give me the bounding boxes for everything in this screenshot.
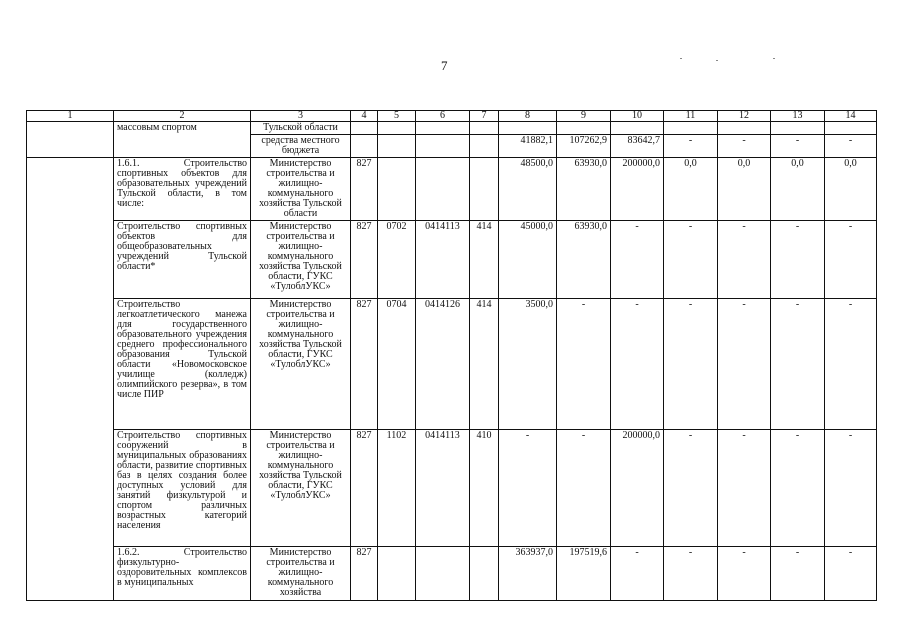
table-cell [27,122,114,158]
value-2016: - [664,430,718,547]
value-2013: 48500,0 [499,158,557,221]
value-2017: 0,0 [718,158,771,221]
header-row [27,111,877,122]
table-cell [825,122,877,135]
value-2017: - [718,135,771,158]
header-cell: 7 [470,111,499,122]
table-row [27,158,877,221]
budget-table [26,110,877,601]
measure-name: Строительство легкоатлетического манежа для государственного образовательного учреждения среднего профессионального образования Тульской области «Новомосковское училище (колледж) олимпийского резерва», в том числе ПИР [114,299,251,430]
value-2015: - [611,299,664,430]
header-cell: 6 [416,111,470,122]
value-2014: 63930,0 [557,158,611,221]
executor: Министерство строительства и жилищно-коммунального хозяйства Тульской области, ГУКС «ТулоблУКС» [251,299,351,430]
table-row [27,122,877,135]
value-2015: - [611,547,664,601]
value-2015: 200000,0 [611,158,664,221]
table-row [27,547,877,601]
table-cell [378,122,416,135]
value-2019: - [825,299,877,430]
executor: Тульской области [251,122,351,135]
grbs-code: 827 [351,547,378,601]
measure-name: массовым спортом [114,122,251,158]
value-2016: 0,0 [664,158,718,221]
grbs-code: 827 [351,430,378,547]
measure-name: 1.6.1. Строительство спортивных объектов для образовательных учреждений Тульской области, в том числе: [114,158,251,221]
value-2013: - [499,430,557,547]
value-2016: - [664,135,718,158]
header-cell: 1 [27,111,114,122]
grbs-code: 827 [351,299,378,430]
grbs-code: 827 [351,221,378,299]
value-2019: 0,0 [825,158,877,221]
table-cell [664,122,718,135]
table-cell [470,158,499,221]
header-cell: 9 [557,111,611,122]
scan-speck [773,58,775,59]
table-cell [416,135,470,158]
table-cell [378,135,416,158]
page-number: 7 [441,58,448,73]
value-2018: - [771,430,825,547]
table-cell [470,122,499,135]
value-2015: 83642,7 [611,135,664,158]
grbs-code: 827 [351,158,378,221]
header-cell: 11 [664,111,718,122]
target-code: 0414113 [416,221,470,299]
value-2014: 197519,6 [557,547,611,601]
value-2014: 63930,0 [557,221,611,299]
table-row [27,430,877,547]
value-2019: - [825,547,877,601]
table-cell [351,122,378,135]
value-2018: - [771,135,825,158]
table-cell [557,122,611,135]
header-cell: 3 [251,111,351,122]
executor: Министерство строительства и жилищно-коммунального хозяйства [251,547,351,601]
header-cell: 8 [499,111,557,122]
value-2013: 363937,0 [499,547,557,601]
executor: Министерство строительства и жилищно-коммунального хозяйства Тульской области, ГУКС «ТулоблУКС» [251,221,351,299]
table-cell [499,122,557,135]
expense-code: 414 [470,299,499,430]
value-2019: - [825,430,877,547]
value-2014: - [557,299,611,430]
value-2013: 41882,1 [499,135,557,158]
section-code: 1102 [378,430,416,547]
value-2019: - [825,135,877,158]
table-row [27,221,877,299]
executor: Министерство строительства и жилищно-коммунального хозяйства Тульской области [251,158,351,221]
value-2015: 200000,0 [611,430,664,547]
table-cell [378,547,416,601]
header-cell: 5 [378,111,416,122]
value-2017: - [718,547,771,601]
table-cell [771,122,825,135]
value-2013: 45000,0 [499,221,557,299]
executor: средства местного бюджета [251,135,351,158]
value-2013: 3500,0 [499,299,557,430]
target-code: 0414113 [416,430,470,547]
value-2018: - [771,221,825,299]
header-cell: 13 [771,111,825,122]
value-2018: - [771,547,825,601]
header-cell: 2 [114,111,251,122]
value-2019: - [825,221,877,299]
header-cell: 12 [718,111,771,122]
value-2015: - [611,221,664,299]
measure-name: Строительство спортивных сооружений в муниципальных образованиях области, развитие спортивных баз в целях создания более доступных условий для занятий физкультурой и спортом различных возрастных категорий населения [114,430,251,547]
table-cell [470,135,499,158]
scan-speck [680,58,682,59]
header-cell: 14 [825,111,877,122]
measure-name: 1.6.2. Строительство физкультурно-оздоровительных комплексов в муниципальных [114,547,251,601]
value-2014: 107262,9 [557,135,611,158]
table-cell [470,547,499,601]
measure-name: Строительство спортивных объектов для общеобразовательных учреждений Тульской области* [114,221,251,299]
table-cell [351,135,378,158]
value-2016: - [664,547,718,601]
value-2014: - [557,430,611,547]
expense-code: 414 [470,221,499,299]
section-code: 0702 [378,221,416,299]
table-cell [718,122,771,135]
table-cell [416,158,470,221]
table-cell [27,158,114,601]
header-cell: 4 [351,111,378,122]
table-cell [378,158,416,221]
section-code: 0704 [378,299,416,430]
value-2018: - [771,299,825,430]
table-cell [416,547,470,601]
value-2017: - [718,430,771,547]
table-row [27,299,877,430]
expense-code: 410 [470,430,499,547]
scan-speck [716,60,718,61]
value-2017: - [718,299,771,430]
header-cell: 10 [611,111,664,122]
table-cell [416,122,470,135]
table-cell [611,122,664,135]
value-2016: - [664,299,718,430]
value-2018: 0,0 [771,158,825,221]
value-2017: - [718,221,771,299]
value-2016: - [664,221,718,299]
executor: Министерство строительства и жилищно-коммунального хозяйства Тульской области, ГУКС «ТулоблУКС» [251,430,351,547]
target-code: 0414126 [416,299,470,430]
